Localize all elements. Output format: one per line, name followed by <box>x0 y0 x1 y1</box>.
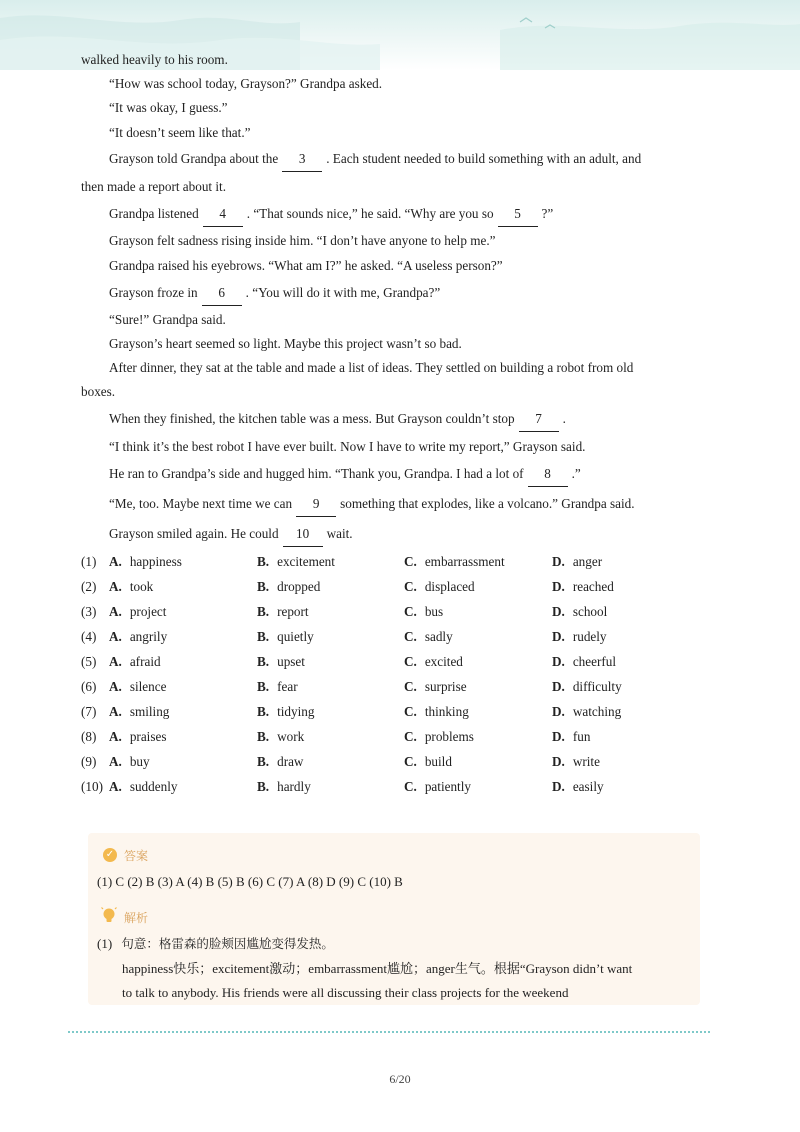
option-d <box>552 777 604 797</box>
option-text: problems <box>424 729 474 744</box>
option-text: sadly <box>424 629 453 644</box>
passage-line: “Sure!” Grandpa said. <box>109 312 226 327</box>
option-c <box>404 602 443 622</box>
option-text: cheerful <box>572 654 617 669</box>
option-text: surprise <box>424 679 467 694</box>
option-letter: D. <box>552 754 565 769</box>
text: . “You will do it with me, Grandpa?” <box>245 285 441 300</box>
passage-line <box>109 149 641 172</box>
passage-line <box>109 204 553 227</box>
option-a <box>109 702 169 722</box>
text: ?” <box>541 206 554 221</box>
option-b <box>257 577 320 597</box>
question-number: (3) <box>81 604 97 619</box>
passage-line: “It was okay, I guess.” <box>109 100 228 115</box>
option-text: build <box>424 754 452 769</box>
analysis-line <box>97 934 334 954</box>
option-letter: C. <box>404 704 417 719</box>
option-row <box>81 777 701 797</box>
option-letter: C. <box>404 679 417 694</box>
option-b <box>257 627 314 647</box>
option-row <box>81 727 701 747</box>
passage-line <box>109 464 581 487</box>
answer-panel <box>88 833 700 1005</box>
text: . “That sounds nice,” he said. “Why are you so <box>246 206 494 221</box>
analysis-line: to talk to anybody. His friends were all discussing their class projects for the weekend <box>122 985 569 1000</box>
option-letter: C. <box>404 579 417 594</box>
option-text: afraid <box>129 654 161 669</box>
option-letter: C. <box>404 629 417 644</box>
option-text: anger <box>572 554 603 569</box>
option-text: rudely <box>572 629 607 644</box>
option-text: silence <box>129 679 167 694</box>
option-text: difficulty <box>572 679 622 694</box>
option-text: report <box>277 604 309 619</box>
option-text: reached <box>572 579 614 594</box>
option-text: buy <box>129 754 150 769</box>
option-letter: B. <box>257 704 270 719</box>
option-letter: A. <box>109 554 122 569</box>
text: . Each student needed to build something with an adult, and <box>326 151 642 166</box>
option-text: quietly <box>277 629 314 644</box>
option-b <box>257 752 303 772</box>
option-text: school <box>572 604 608 619</box>
blank-7: 7 <box>519 410 559 432</box>
option-a <box>109 752 150 772</box>
option-b <box>257 602 309 622</box>
analysis-line: happiness快乐；excitement激动；embarrassment尴尬；anger生气。根据“Grayson didn’t want <box>122 961 633 976</box>
passage-line: “How was school today, Grayson?” Grandpa asked. <box>109 76 383 91</box>
option-text: praises <box>129 729 167 744</box>
option-text: watching <box>572 704 622 719</box>
option-a <box>109 777 177 797</box>
option-letter: C. <box>404 604 417 619</box>
option-c <box>404 627 453 647</box>
option-c <box>404 777 471 797</box>
option-c <box>404 677 467 697</box>
passage-line: Grayson felt sadness rising inside him. “I don’t have anyone to help me.” <box>109 233 496 248</box>
option-text: excitement <box>277 554 335 569</box>
option-a <box>109 577 153 597</box>
option-row <box>81 552 701 572</box>
option-a <box>109 727 166 747</box>
option-letter: D. <box>552 654 565 669</box>
text: Grayson smiled again. He could <box>109 526 279 541</box>
passage-line <box>109 494 635 517</box>
option-d <box>552 652 616 672</box>
passage-line: “It doesn’t seem like that.” <box>109 125 251 140</box>
passage-line: After dinner, they sat at the table and made a list of ideas. They settled on building a robot from old <box>109 360 634 375</box>
option-row <box>81 677 701 697</box>
question-number: (6) <box>81 679 97 694</box>
option-letter: D. <box>552 604 565 619</box>
option-d <box>552 552 602 572</box>
question-number: (1) <box>81 554 97 569</box>
passage-line: “I think it’s the best robot I have ever built. Now I have to write my report,” Grayson said. <box>109 439 586 454</box>
option-text: easily <box>572 779 604 794</box>
option-c <box>404 702 469 722</box>
option-letter: A. <box>109 654 122 669</box>
option-c <box>404 652 463 672</box>
question-number: (8) <box>81 729 97 744</box>
option-text: excited <box>424 654 463 669</box>
check-icon: ✓ <box>103 848 117 862</box>
option-letter: D. <box>552 554 565 569</box>
option-row <box>81 627 701 647</box>
option-letter: D. <box>552 629 565 644</box>
option-letter: D. <box>552 704 565 719</box>
passage-line <box>109 283 440 306</box>
text: .” <box>571 466 581 481</box>
option-c <box>404 552 505 572</box>
option-text: patiently <box>424 779 471 794</box>
option-a <box>109 677 166 697</box>
question-number: (9) <box>81 754 97 769</box>
option-text: smiling <box>129 704 170 719</box>
option-row <box>81 602 701 622</box>
option-b <box>257 652 305 672</box>
passage-line <box>109 524 353 547</box>
option-letter: C. <box>404 729 417 744</box>
option-text: took <box>129 579 154 594</box>
analysis-text: 句意：格雷森的脸颊因尴尬变得发热。 <box>121 936 334 951</box>
passage-line: walked heavily to his room. <box>81 52 228 67</box>
option-b <box>257 777 311 797</box>
option-c <box>404 752 452 772</box>
option-a <box>109 627 167 647</box>
option-a <box>109 552 182 572</box>
text: . <box>562 411 566 426</box>
question-number: (4) <box>81 629 97 644</box>
blank-6: 6 <box>202 284 242 306</box>
option-text: write <box>572 754 600 769</box>
option-letter: C. <box>404 554 417 569</box>
option-text: project <box>129 604 167 619</box>
option-d <box>552 677 622 697</box>
option-letter: C. <box>404 754 417 769</box>
divider <box>68 1031 710 1033</box>
option-row <box>81 652 701 672</box>
option-b <box>257 552 335 572</box>
option-letter: B. <box>257 604 270 619</box>
option-text: fear <box>277 679 298 694</box>
option-text: angrily <box>129 629 168 644</box>
lightbulb-icon <box>101 907 117 925</box>
option-letter: B. <box>257 729 270 744</box>
page-number: 6/20 <box>389 1072 411 1086</box>
text: something that explodes, like a volcano.” Grandpa said. <box>340 496 635 511</box>
passage-line: Grandpa raised his eyebrows. “What am I?” he asked. “A useless person?” <box>109 258 503 273</box>
option-d <box>552 577 614 597</box>
question-number: (5) <box>81 654 97 669</box>
option-row <box>81 577 701 597</box>
option-b <box>257 677 298 697</box>
option-b <box>257 702 314 722</box>
option-letter: B. <box>257 654 270 669</box>
option-a <box>109 652 161 672</box>
option-letter: D. <box>552 579 565 594</box>
option-letter: A. <box>109 754 122 769</box>
blank-3: 3 <box>282 150 322 172</box>
option-d <box>552 752 600 772</box>
option-letter: B. <box>257 779 270 794</box>
option-letter: B. <box>257 579 270 594</box>
option-letter: D. <box>552 679 565 694</box>
passage-line <box>109 409 566 432</box>
text: Grandpa listened <box>109 206 199 221</box>
option-text: happiness <box>129 554 182 569</box>
option-d <box>552 727 590 747</box>
option-row <box>81 752 701 772</box>
text: When they finished, the kitchen table was a mess. But Grayson couldn’t stop <box>109 411 515 426</box>
answer-title: 答案 <box>124 849 149 863</box>
text: wait. <box>326 526 353 541</box>
option-text: work <box>277 729 305 744</box>
option-letter: B. <box>257 554 270 569</box>
option-text: displaced <box>424 579 475 594</box>
option-letter: A. <box>109 604 122 619</box>
option-letter: D. <box>552 779 565 794</box>
passage-line: then made a report about it. <box>81 179 227 194</box>
option-a <box>109 602 166 622</box>
blank-10: 10 <box>283 525 323 547</box>
option-text: fun <box>572 729 591 744</box>
blank-5: 5 <box>498 205 538 227</box>
option-letter: D. <box>552 729 565 744</box>
option-b <box>257 727 304 747</box>
blank-8: 8 <box>528 465 568 487</box>
text: Grayson froze in <box>109 285 198 300</box>
option-text: upset <box>277 654 305 669</box>
option-text: thinking <box>424 704 469 719</box>
option-letter: A. <box>109 629 122 644</box>
passage-line: Grayson’s heart seemed so light. Maybe this project wasn’t so bad. <box>109 336 462 351</box>
question-number: (10) <box>81 779 103 794</box>
option-text: embarrassment <box>424 554 505 569</box>
option-letter: A. <box>109 779 122 794</box>
option-d <box>552 602 607 622</box>
question-number: (2) <box>81 579 97 594</box>
option-row <box>81 702 701 722</box>
option-d <box>552 702 621 722</box>
passage-line: boxes. <box>81 384 116 399</box>
blank-9: 9 <box>296 495 336 517</box>
option-text: hardly <box>277 779 311 794</box>
option-c <box>404 727 474 747</box>
analysis-title: 解析 <box>124 911 149 925</box>
question-number: (7) <box>81 704 97 719</box>
option-letter: B. <box>257 754 270 769</box>
option-text: draw <box>277 754 304 769</box>
answer-text: (1) C (2) B (3) A (4) B (5) B (6) C (7) A (8) D (9) C (10) B <box>97 874 403 889</box>
option-text: dropped <box>277 579 321 594</box>
text: He ran to Grandpa’s side and hugged him. “Thank you, Grandpa. I had a lot of <box>109 466 524 481</box>
option-letter: A. <box>109 679 122 694</box>
option-c <box>404 577 475 597</box>
option-letter: B. <box>257 679 270 694</box>
option-letter: C. <box>404 779 417 794</box>
option-d <box>552 627 607 647</box>
option-text: suddenly <box>129 779 178 794</box>
option-letter: A. <box>109 704 122 719</box>
blank-4: 4 <box>203 205 243 227</box>
option-text: bus <box>424 604 444 619</box>
option-text: tidying <box>277 704 315 719</box>
option-letter: A. <box>109 579 122 594</box>
text: Grayson told Grandpa about the <box>109 151 279 166</box>
option-letter: A. <box>109 729 122 744</box>
analysis-number: (1) <box>97 936 113 951</box>
option-letter: B. <box>257 629 270 644</box>
text: “Me, too. Maybe next time we can <box>109 496 293 511</box>
option-letter: C. <box>404 654 417 669</box>
